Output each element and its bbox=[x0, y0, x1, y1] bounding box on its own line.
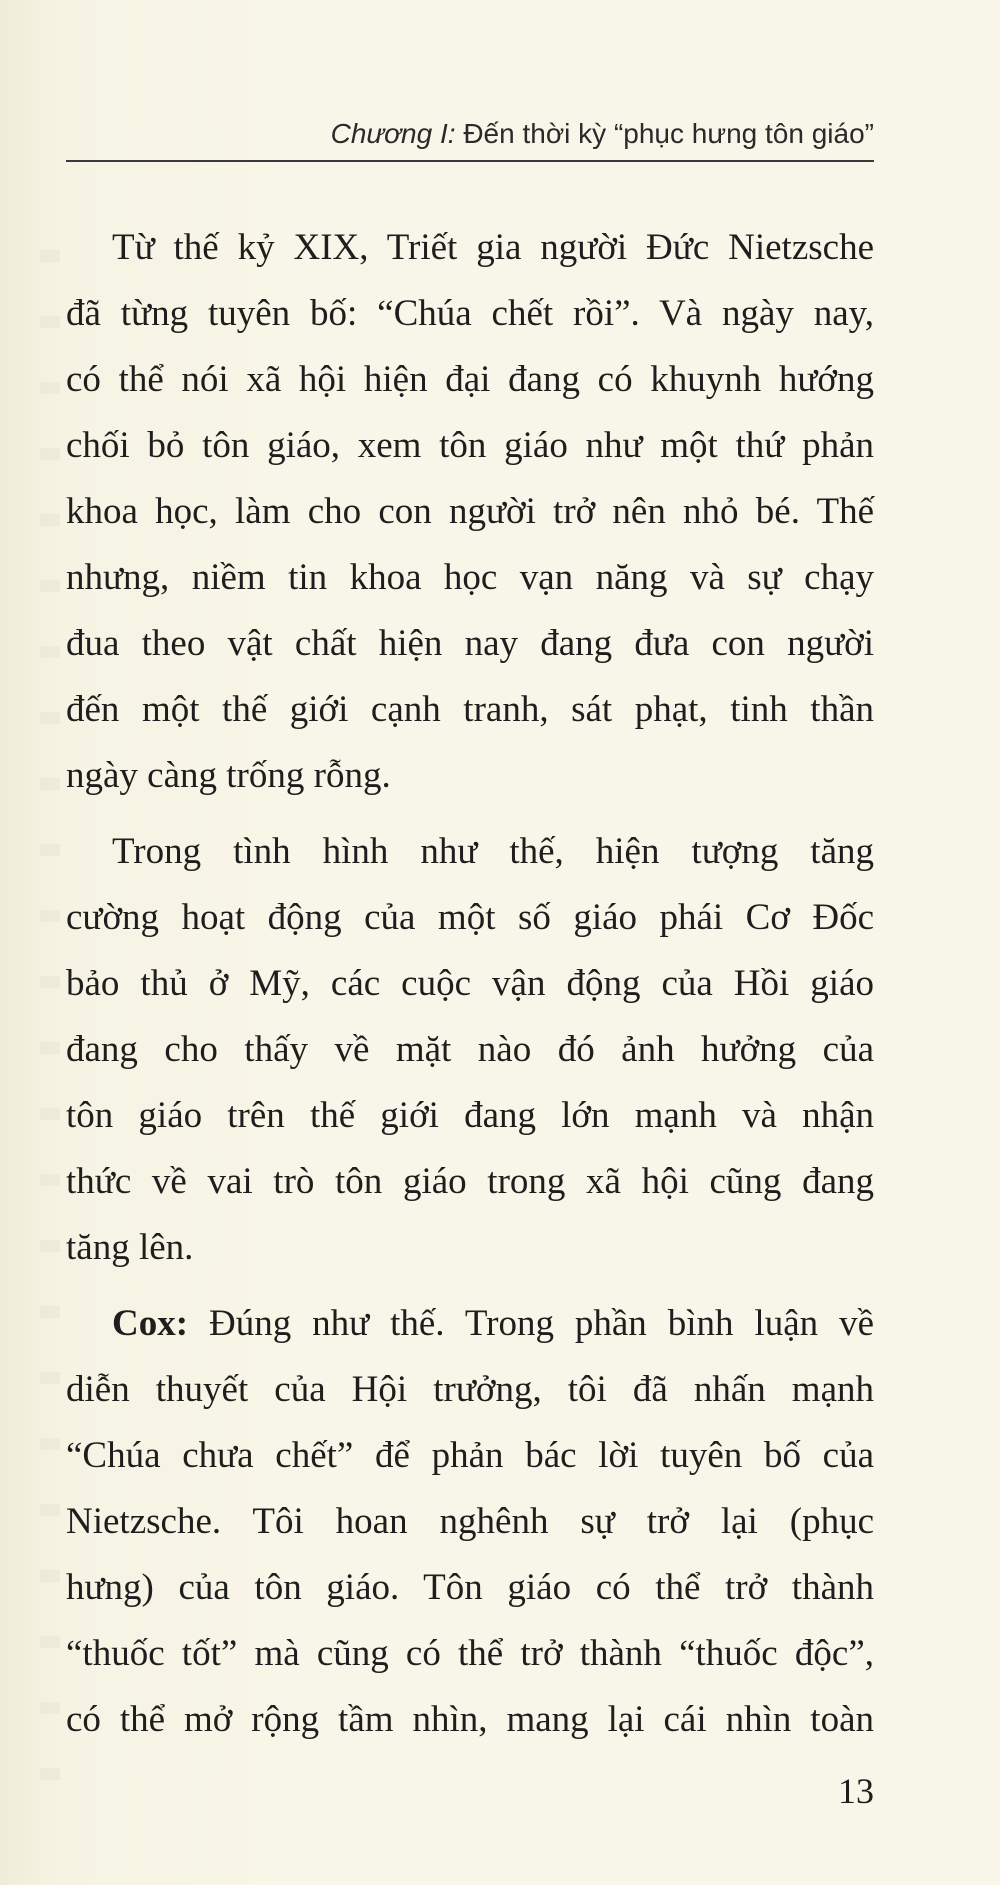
page-edge-shadow bbox=[40, 220, 60, 1780]
text-line: đến một thế giới cạnh tranh, sát phạt, tinh thần bbox=[66, 689, 874, 730]
text-line: cường hoạt động của một số giáo phái Cơ Đốc bbox=[66, 897, 874, 938]
text-line: chối bỏ tôn giáo, xem tôn giáo như một thứ phản bbox=[66, 425, 874, 466]
text-line: tôn giáo trên thế giới đang lớn mạnh và nhận bbox=[66, 1095, 874, 1136]
chapter-title: Đến thời kỳ “phục hưng tôn giáo” bbox=[463, 118, 874, 149]
text-line: nhưng, niềm tin khoa học vạn năng và sự chạy bbox=[66, 557, 874, 598]
running-header bbox=[66, 118, 874, 150]
paragraph bbox=[66, 215, 874, 809]
text-line: “Chúa chưa chết” để phản bác lời tuyên bố của bbox=[66, 1435, 874, 1476]
paragraph bbox=[66, 1291, 874, 1753]
paragraph bbox=[66, 819, 874, 1281]
text-line: hưng) của tôn giáo. Tôn giáo có thể trở thành bbox=[66, 1567, 874, 1608]
text-line: có thể nói xã hội hiện đại đang có khuynh hướng bbox=[66, 359, 874, 400]
text-line: đua theo vật chất hiện nay đang đưa con người bbox=[66, 623, 874, 664]
text-line: Nietzsche. Tôi hoan nghênh sự trở lại (phục bbox=[66, 1501, 874, 1542]
text-line: thức về vai trò tôn giáo trong xã hội cũng đang bbox=[66, 1161, 874, 1202]
header-rule bbox=[66, 160, 874, 162]
text-line: có thể mở rộng tầm nhìn, mang lại cái nhìn toàn bbox=[66, 1699, 874, 1740]
line-text: Đúng như thế. Trong phần bình luận về bbox=[188, 1303, 874, 1344]
text-line: ngày càng trống rỗng. bbox=[66, 755, 391, 796]
text-line: đã từng tuyên bố: “Chúa chết rồi”. Và ngày nay, bbox=[66, 293, 874, 334]
text-line bbox=[66, 1291, 874, 1357]
text-line: diễn thuyết của Hội trưởng, tôi đã nhấn mạnh bbox=[66, 1369, 874, 1410]
text-line: bảo thủ ở Mỹ, các cuộc vận động của Hồi giáo bbox=[66, 963, 874, 1004]
text-line: Từ thế kỷ XIX, Triết gia người Đức Nietzsche bbox=[112, 227, 874, 268]
page-number: 13 bbox=[838, 1771, 874, 1811]
chapter-label: Chương I: bbox=[330, 118, 456, 149]
speaker-name: Cox: bbox=[112, 1303, 189, 1344]
text-line: “thuốc tốt” mà cũng có thể trở thành “thuốc độc”, bbox=[66, 1633, 874, 1674]
text-line: đang cho thấy về mặt nào đó ảnh hưởng của bbox=[66, 1029, 874, 1070]
text-line: khoa học, làm cho con người trở nên nhỏ bé. Thế bbox=[66, 491, 874, 532]
text-line: Trong tình hình như thế, hiện tượng tăng bbox=[112, 831, 874, 872]
body-text bbox=[66, 215, 874, 1753]
text-line: tăng lên. bbox=[66, 1227, 194, 1268]
